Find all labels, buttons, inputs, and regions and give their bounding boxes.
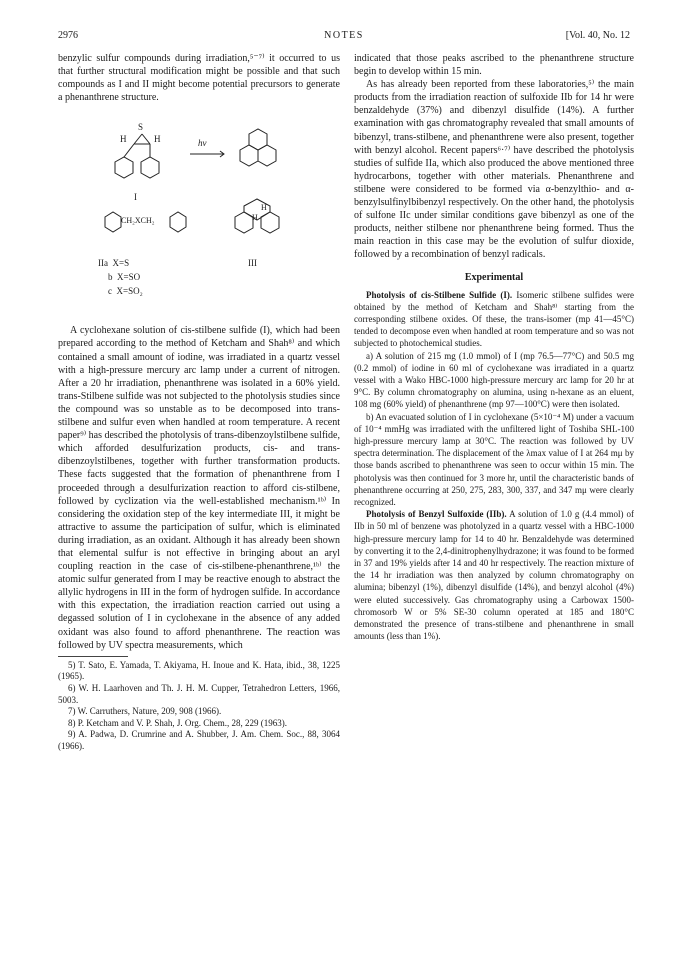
page-header <box>58 30 630 44</box>
page-number: 2976 <box>58 30 78 41</box>
exp-paragraph-1 <box>354 289 634 350</box>
exp-paragraph-2: a) A solution of 215 mg (1.0 mmol) of I (mp 76.5—77°C) and 50.5 mg (0.2 mmol) of iodine in 60 ml of cyclohexane was irradiated in a quartz vessel with a Wako HBC-1000 high-pressure mercury arc lamp for 20 hr at 9°C. By column chromatography on alumina, using n-hexane as an eluent, 108 mg (60% yield) of phenanthrene (mp 97—100°C) were then isolated. <box>354 350 634 410</box>
compound-i-label: I <box>134 192 137 203</box>
footnote-6: 6) W. H. Laarhoven and Th. J. H. M. Cupper, Tetrahedron Letters, 1966, 5003. <box>58 682 340 705</box>
discussion-paragraph: As has already been reported from these laboratories,⁵⁾ the main products from the irradiation reaction of sulfoxide IIb for 14 hr were benzaldehyde (37%) and dibenzyl disulfide (14%). A further examination with gas chromatography revealed that small amounts of bibenzyl, trans-stilbene, and phenanthrene were also present, together with benzyl alcohol. Recent papers⁶·⁷⁾ have described the photolysis studies of sulfide IIa, which also produced the above mentioned three hydrocarbons, together with other materials. Phenanthrene and stilbene were considered to be formed via α-benzylthio- and α-benzylsulfinylbibenzyl respectively. On the other hand, the photolysis of sulfone IIc under similar conditions gave bibenzyl as one of the products, neither stilbene nor phenanthrene being formed. Thus the main reaction in this case may be the evolution of sulfur dioxide, followed by a recombination of benzyl radicals. <box>354 79 634 261</box>
compound-iib-label: b X=SO <box>108 272 141 283</box>
h-label-left: H <box>120 134 127 145</box>
ring-h-top: H <box>261 203 267 213</box>
compound-iia-label: IIa X=S <box>98 258 130 269</box>
left-column <box>58 52 340 752</box>
intro-paragraph: benzylic sulfur compounds during irradiation,⁵⁻⁷⁾ it occurred to us that further structural modification might be possible and that such compounds as I and II might become potential precursors to generate a phenanthrene structure. <box>58 53 340 104</box>
chain-label: CH₂XCH₂ <box>121 216 155 226</box>
s-label: S <box>138 122 144 133</box>
section-title: Experimental <box>464 271 524 283</box>
footnote-9: 9) A. Padwa, D. Crumrine and A. Shubber, J. Am. Chem. Soc., 88, 3064 (1966). <box>58 729 340 751</box>
ring-h-bottom: H <box>252 213 258 223</box>
running-head: NOTES <box>324 30 364 41</box>
h-label-right: H <box>154 134 161 145</box>
footnote-list <box>58 660 340 753</box>
body-paragraph: A cyclohexane solution of cis-stilbene sulfide (I), which had been prepared according to the method of Ketcham and Shah⁸⁾ and which contained a small amount of iodine, was irradiated in a quartz vessel with a high-pressure mercury arc lamp under a current of nitrogen. After a 20 hr irradiation, phenanthrene was isolated in a 60% yield. trans-Stilbene sulfide was not subjected to the photolysis studies since the compound was so unstable as to be decomposed into trans-stilbene and sulfur even when handled at room temperature. A recent paper⁹⁾ has described the photolysis of trans-dibenzoylstilbene sulfide, which afforded desulfurization products, cis- and trans-dibenzoylstilbenes, together with further transformation products. These facts suggested that the formation of phenanthrene from I proceeded through a desulfurization reaction to afford cis-stilbene, followed by cyclization via the well-established mechanism.¹ᵇ⁾ In considering the oxidation step of the key intermediate III, it might be attractive to assume the participation of sulfur, which is eliminated during irradiation, as an oxidant. Although it has already been shown that elemental sulfur is not effective in bringing about an aryl coupling reaction in the case of cis-stilbene-phenanthrene,¹ᵇ⁾ the atomic sulfur generated from I may be reactive enough to abstract the allylic hydrogens in III in the form of hydrogen sulfide. In accordance with this expectation, the irradiation reaction carried out using a degassed solution of I in cyclohexane in the absence of any added oxidant was also found to afford phenanthrene. The reaction was followed by UV spectra measurements, which <box>58 325 340 651</box>
compound-iic-label: c X=SO₂ <box>108 286 143 297</box>
compound-iii-label: III <box>248 258 257 269</box>
exp-heading-4: Photolysis of Benzyl Sulfoxide (IIb). <box>366 509 507 520</box>
footnote-7: 7) W. Carruthers, Nature, 209, 908 (1966). <box>68 706 222 717</box>
footnote-5: 5) T. Sato, E. Yamada, T. Akiyama, H. Inoue and K. Hata, ibid., 38, 1225 (1965). <box>58 659 340 682</box>
exp-text-4: A solution of 1.0 g (4.4 mmol) of IIb in 50 ml of benzene was photolyzed in a quartz vessel with a HBC-1000 high-pressure mercury lamp for 14 to 40 hr. Benzaldehyde was determined by converting it to the 2,4-dinitrophenylhydrazone; it was found to be formed in 37 and 19% yields after 14 and 40 hr respectively. The reaction mixture of the 14 hr irradiation was then analyzed by column chromatography on alumina; bibenzyl (1%), dibenzyl disulfide (14%), and benzyl alcohol (4%) were eluted successively. Gas chromatography using a Carbowax 1500-chromosorb W or 5% SE-30 column operated at 185 and 180°C demonstrated the presence of trans-stilbene and phenanthrene in small amounts (less than 1%). <box>354 509 634 642</box>
exp-paragraph-4 <box>354 508 634 642</box>
volume-info: [Vol. 40, No. 12 <box>565 30 630 41</box>
exp-text-1: Isomeric stilbene sulfides were obtained by the method of Ketcham and Shah⁸⁾ starting from the corresponding stilbene oxides. Of these, the trans-isomer (mp 41—45°C) tended to decompose even when handled at room temperature and so was not subjected to photochemical studies. <box>354 289 635 349</box>
experimental-section <box>354 289 634 643</box>
exp-paragraph-3: b) An evacuated solution of I in cyclohexane (5×10⁻⁴ M) under a vacuum of 10⁻⁴ mmHg was irradiated with the unfiltered light of Toshiba SHL-100 high-pressure mercury lamp at 30°C. The reaction was followed by UV spectra determination. The displacement of the λmax value of I at 264 mμ by those bands ascribed to phenanthrene was seen to occur within 15 min. The photolysis was then continued for 3 more hr, until the characteristic bands of phenanthrene occurring at 250, 275, 283, 300, 337, and 347 mμ were clearly recognized. <box>354 411 634 507</box>
exp-heading-1: Photolysis of cis-Stilbene Sulfide (I). <box>366 289 513 300</box>
footnote-8: 8) P. Ketcham and V. P. Shah, J. Org. Chem., 28, 229 (1963). <box>68 717 287 728</box>
reaction-scheme <box>58 110 340 318</box>
continuation-paragraph: indicated that those peaks ascribed to the phenanthrene structure begin to develop within 15 min. <box>354 53 634 78</box>
right-column <box>354 52 634 642</box>
hv-arrow-label: hν <box>198 138 207 149</box>
